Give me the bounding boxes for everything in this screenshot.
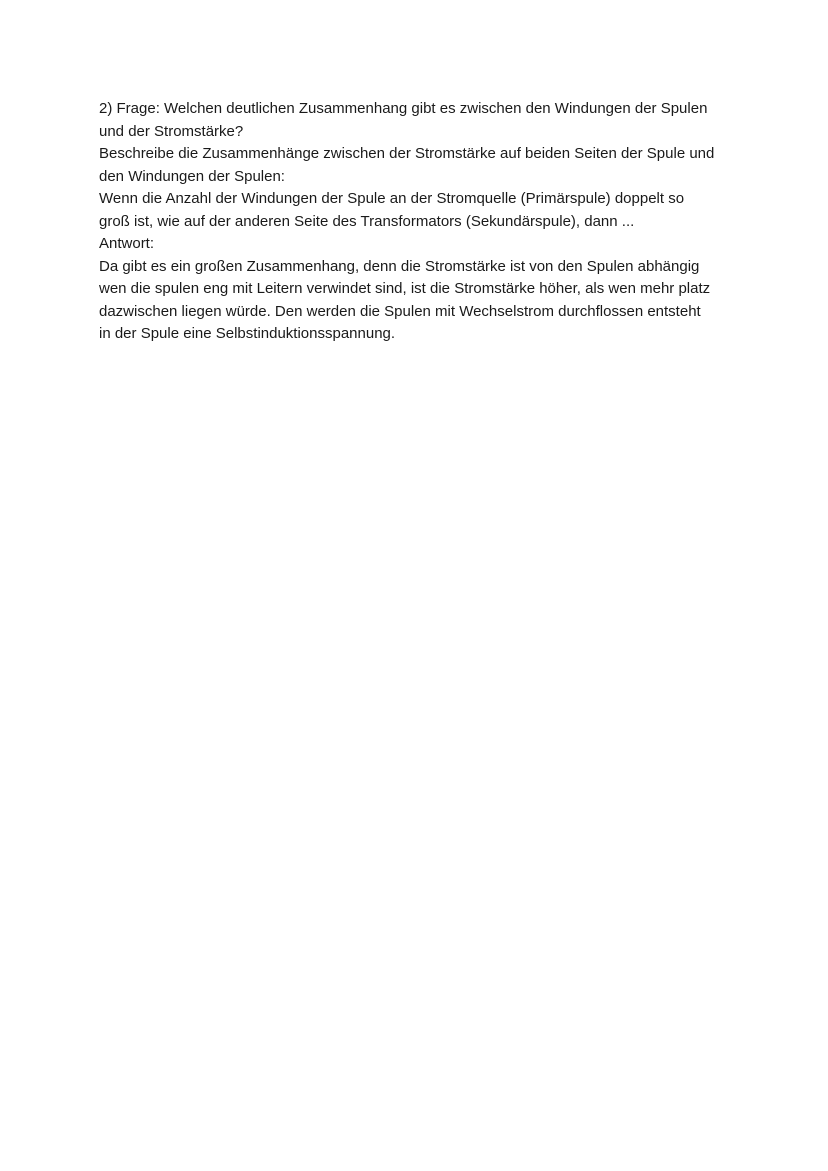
answer-text: Da gibt es ein großen Zusammenhang, denn die Stromstärke ist von den Spulen abhängig wen die spulen eng mit Leitern verwindet sind, ist die Stromstärke höher, als wen mehr platz dazwischen liegen würde. Den werden die Spulen mit Wechselstrom durchflossen entsteht in der Spule eine Selbstinduktionsspannung. — [99, 257, 711, 342]
document-body — [99, 98, 739, 346]
answer-label: Antwort: — [99, 235, 155, 252]
instruction-text: Beschreibe die Zusammenhänge zwischen der Stromstärke auf beiden Seiten der Spule und den Windungen der Spulen: — [99, 145, 715, 185]
question-text: 2) Frage: Welchen deutlichen Zusammenhang gibt es zwischen den Windungen der Spulen und der Stromstärke? — [99, 100, 708, 140]
condition-text: Wenn die Anzahl der Windungen der Spule an der Stromquelle (Primärspule) doppelt so groß ist, wie auf der anderen Seite des Transformators (Sekundärspule), dann ... — [99, 190, 685, 230]
